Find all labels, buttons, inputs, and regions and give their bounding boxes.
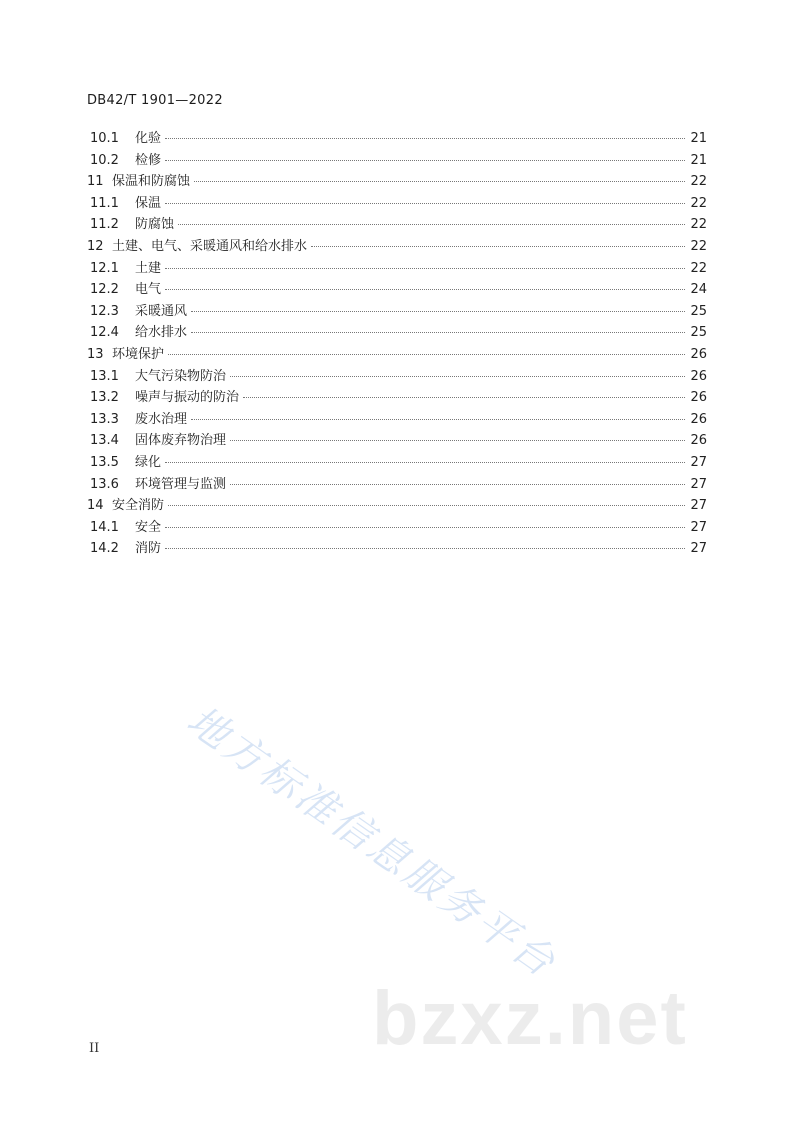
toc-entry-title: 消防 — [135, 541, 162, 557]
toc-entry-number: 12.3 — [90, 303, 119, 319]
toc-entry-number: 10.1 — [90, 131, 119, 146]
toc-entry-page: 22 — [690, 260, 707, 276]
toc-entry-title: 固体废弃物治理 — [135, 433, 227, 449]
toc-entry-title: 保温 — [135, 195, 162, 211]
toc-entry-number: 11.2 — [90, 217, 119, 233]
toc-entry-page: 26 — [690, 346, 707, 362]
toc-dot-leader — [191, 332, 685, 333]
toc-entry-title: 安全 — [135, 519, 162, 535]
toc-entry-number: 13.6 — [90, 476, 119, 492]
toc-entry-number: 13.5 — [90, 454, 119, 470]
toc-dot-leader — [165, 268, 685, 269]
toc-entry-page: 22 — [690, 217, 707, 233]
toc-entry-title: 废水治理 — [135, 411, 188, 427]
toc-dot-leader — [168, 505, 685, 506]
toc-entry-page: 25 — [690, 325, 707, 341]
toc-entry-page: 27 — [690, 498, 707, 514]
toc-entry-page: 25 — [690, 303, 707, 319]
toc-dot-leader — [243, 397, 685, 398]
toc-entry — [87, 235, 707, 257]
toc-dot-leader — [191, 311, 685, 312]
toc-entry-page: 21 — [690, 152, 707, 168]
page-number: II — [89, 1041, 100, 1056]
toc-entry-title: 检修 — [135, 152, 162, 168]
toc-entry-title: 环境保护 — [112, 346, 165, 362]
toc-entry-page: 26 — [690, 411, 707, 427]
toc-entry-title: 绿化 — [135, 454, 162, 470]
site-watermark: bzxz.net — [372, 976, 688, 1061]
toc-entry-page: 27 — [690, 541, 707, 557]
toc-entry-page: 22 — [690, 195, 707, 211]
watermark-text: 地方标准信息服务平台 — [178, 697, 566, 988]
toc-entry — [87, 343, 707, 365]
toc-entry — [87, 300, 707, 322]
toc-entry-number: 13.2 — [90, 390, 119, 406]
toc-entry — [87, 192, 707, 214]
toc-entry-number: 10.2 — [90, 152, 119, 168]
toc-entry — [87, 170, 707, 192]
toc-entry-number: 14.1 — [90, 519, 119, 535]
toc-dot-leader — [194, 181, 685, 182]
toc-entry-title: 土建 — [135, 260, 162, 276]
document-code-header: DB42/T 1901—2022 — [87, 93, 223, 108]
toc-entry-number: 14 — [87, 498, 104, 514]
toc-entry — [87, 386, 707, 408]
toc-entry-title: 电气 — [135, 282, 162, 298]
toc-dot-leader — [230, 484, 685, 485]
toc-dot-leader — [165, 548, 685, 549]
toc-entry-title: 采暖通风 — [135, 303, 188, 319]
toc-entry — [87, 127, 707, 149]
toc-entry-number: 12.4 — [90, 325, 119, 341]
toc-entry-number: 11.1 — [90, 195, 119, 211]
toc-entry — [87, 473, 707, 495]
toc-entry — [87, 408, 707, 430]
toc-dot-leader — [165, 527, 685, 528]
toc-entry-title: 噪声与振动的防治 — [135, 390, 240, 406]
toc-dot-leader — [178, 224, 685, 225]
toc-entry-title: 土建、电气、采暖通风和给水排水 — [112, 238, 308, 254]
toc-dot-leader — [165, 160, 685, 161]
toc-entry-page: 26 — [690, 368, 707, 384]
toc-entry-page: 27 — [690, 454, 707, 470]
table-of-contents — [87, 127, 707, 559]
toc-entry-page: 21 — [690, 131, 707, 146]
toc-entry — [87, 321, 707, 343]
toc-entry-number: 13 — [87, 346, 104, 362]
toc-entry-title: 防腐蚀 — [135, 217, 175, 233]
toc-entry-title: 保温和防腐蚀 — [112, 174, 191, 190]
toc-entry-page: 24 — [690, 282, 707, 298]
toc-entry — [87, 451, 707, 473]
toc-entry-page: 22 — [690, 174, 707, 190]
toc-entry — [87, 365, 707, 387]
toc-dot-leader — [165, 289, 685, 290]
toc-dot-leader — [168, 354, 685, 355]
toc-entry-number: 13.1 — [90, 368, 119, 384]
toc-entry — [87, 257, 707, 279]
toc-dot-leader — [165, 203, 685, 204]
toc-entry — [87, 516, 707, 538]
toc-entry-page: 22 — [690, 238, 707, 254]
toc-entry-title: 化验 — [135, 131, 162, 146]
toc-entry — [87, 213, 707, 235]
toc-entry-title: 大气污染物防治 — [135, 368, 227, 384]
toc-dot-leader — [230, 440, 685, 441]
toc-entry-title: 给水排水 — [135, 325, 188, 341]
toc-entry — [87, 494, 707, 516]
toc-entry — [87, 537, 707, 559]
toc-dot-leader — [191, 419, 685, 420]
toc-entry — [87, 429, 707, 451]
toc-entry-page: 27 — [690, 476, 707, 492]
toc-entry-number: 14.2 — [90, 541, 119, 557]
toc-dot-leader — [230, 376, 685, 377]
toc-entry-page: 26 — [690, 390, 707, 406]
toc-entry-page: 26 — [690, 433, 707, 449]
toc-entry-number: 12.1 — [90, 260, 119, 276]
toc-entry — [87, 149, 707, 171]
toc-entry — [87, 278, 707, 300]
toc-entry-number: 12 — [87, 238, 104, 254]
toc-entry-page: 27 — [690, 519, 707, 535]
toc-entry-title: 安全消防 — [112, 498, 165, 514]
toc-entry-number: 13.4 — [90, 433, 119, 449]
toc-dot-leader — [311, 246, 685, 247]
toc-entry-number: 13.3 — [90, 411, 119, 427]
toc-entry-number: 12.2 — [90, 282, 119, 298]
toc-entry-number: 11 — [87, 174, 104, 190]
toc-dot-leader — [165, 138, 685, 139]
toc-entry-title: 环境管理与监测 — [135, 476, 227, 492]
toc-dot-leader — [165, 462, 685, 463]
